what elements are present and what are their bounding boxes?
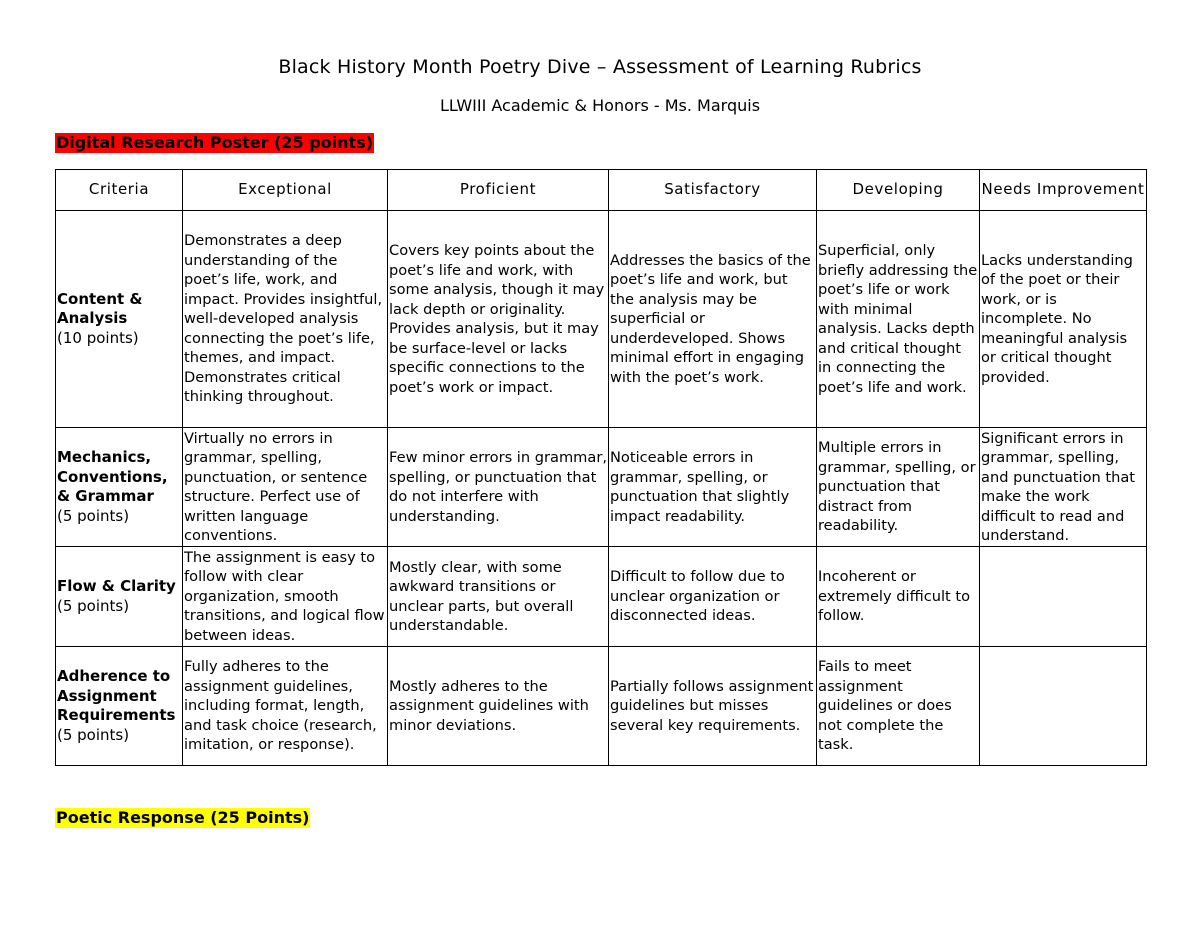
header-criteria: Criteria xyxy=(56,170,183,211)
cell-needs-improvement xyxy=(980,647,1147,766)
document-subtitle: LLWIII Academic & Honors - Ms. Marquis xyxy=(439,96,761,115)
criteria-points: (5 points) xyxy=(57,725,130,744)
cell-proficient: Covers key points about the poet’s life and work, with some analysis, though it may lack depth or originality. Provides analysis, but it may be surface-level or lacks specific connections to the poet’s work or impact. xyxy=(388,211,609,428)
header-developing: Developing xyxy=(817,170,980,211)
cell-satisfactory: Partially follows assignment guidelines but misses several key requirements. xyxy=(609,647,817,766)
table-row xyxy=(56,647,1147,766)
cell-proficient: Mostly clear, with some awkward transitions or unclear parts, but overall understandable. xyxy=(388,547,609,647)
cell-developing: Multiple errors in grammar, spelling, or punctuation that distract from readability. xyxy=(817,428,980,547)
header-proficient: Proficient xyxy=(388,170,609,211)
header-satisfactory: Satisfactory xyxy=(609,170,817,211)
document-title: Black History Month Poetry Dive – Assessment of Learning Rubrics xyxy=(278,56,922,78)
section-heading-digital-research-poster: Digital Research Poster (25 points) xyxy=(56,133,374,152)
criteria-cell xyxy=(56,547,183,647)
table-header-row xyxy=(56,170,1147,211)
criteria-points: (5 points) xyxy=(57,506,130,525)
cell-exceptional: Virtually no errors in grammar, spelling, punctuation, or sentence structure. Perfect use of written language conventions. xyxy=(183,428,388,547)
table-row xyxy=(56,211,1147,428)
criteria-cell xyxy=(56,211,183,428)
cell-developing: Incoherent or extremely difficult to follow. xyxy=(817,547,980,647)
criteria-cell xyxy=(56,647,183,766)
cell-exceptional: Fully adheres to the assignment guidelines, including format, length, and task choice (research, imitation, or response). xyxy=(183,647,388,766)
criteria-cell xyxy=(56,428,183,547)
criteria-points: (10 points) xyxy=(57,328,139,347)
cell-exceptional: Demonstrates a deep understanding of the poet’s life, work, and impact. Provides insightful, well-developed analysis connecting the poet’s life, themes, and impact. Demonstrates critical thinking throughout. xyxy=(183,211,388,428)
header-exceptional: Exceptional xyxy=(183,170,388,211)
cell-needs-improvement xyxy=(980,547,1147,647)
criteria-name: Adherence to Assignment Requirements xyxy=(57,667,176,724)
cell-satisfactory: Difficult to follow due to unclear organization or disconnected ideas. xyxy=(609,547,817,647)
cell-developing: Superficial, only briefly addressing the poet’s life or work with minimal analysis. Lacks depth and critical thought in connecting the poet’s life and work. xyxy=(817,211,980,428)
table-row xyxy=(56,428,1147,547)
cell-needs-improvement: Lacks understanding of the poet or their work, or is incomplete. No meaningful analysis or critical thought provided. xyxy=(980,211,1147,428)
criteria-name: Content & Analysis xyxy=(57,289,143,328)
header-needs-improvement: Needs Improvement xyxy=(980,170,1147,211)
cell-proficient: Mostly adheres to the assignment guidelines with minor deviations. xyxy=(388,647,609,766)
section-heading-poetic-response: Poetic Response (25 Points) xyxy=(56,808,310,827)
criteria-name: Mechanics, Conventions, & Grammar xyxy=(57,448,168,505)
table-row xyxy=(56,547,1147,647)
criteria-name: Flow & Clarity xyxy=(57,577,176,595)
cell-exceptional: The assignment is easy to follow with clear organization, smooth transitions, and logical flow between ideas. xyxy=(183,547,388,647)
cell-satisfactory: Noticeable errors in grammar, spelling, or punctuation that slightly impact readability. xyxy=(609,428,817,547)
cell-proficient: Few minor errors in grammar, spelling, or punctuation that do not interfere with understanding. xyxy=(388,428,609,547)
rubric-table xyxy=(55,169,1147,766)
cell-satisfactory: Addresses the basics of the poet’s life and work, but the analysis may be superficial or underdeveloped. Shows minimal effort in engaging with the poet’s work. xyxy=(609,211,817,428)
criteria-points: (5 points) xyxy=(57,596,130,615)
cell-needs-improvement: Significant errors in grammar, spelling, and punctuation that make the work difficult to read and understand. xyxy=(980,428,1147,547)
cell-developing: Fails to meet assignment guidelines or does not complete the task. xyxy=(817,647,980,766)
